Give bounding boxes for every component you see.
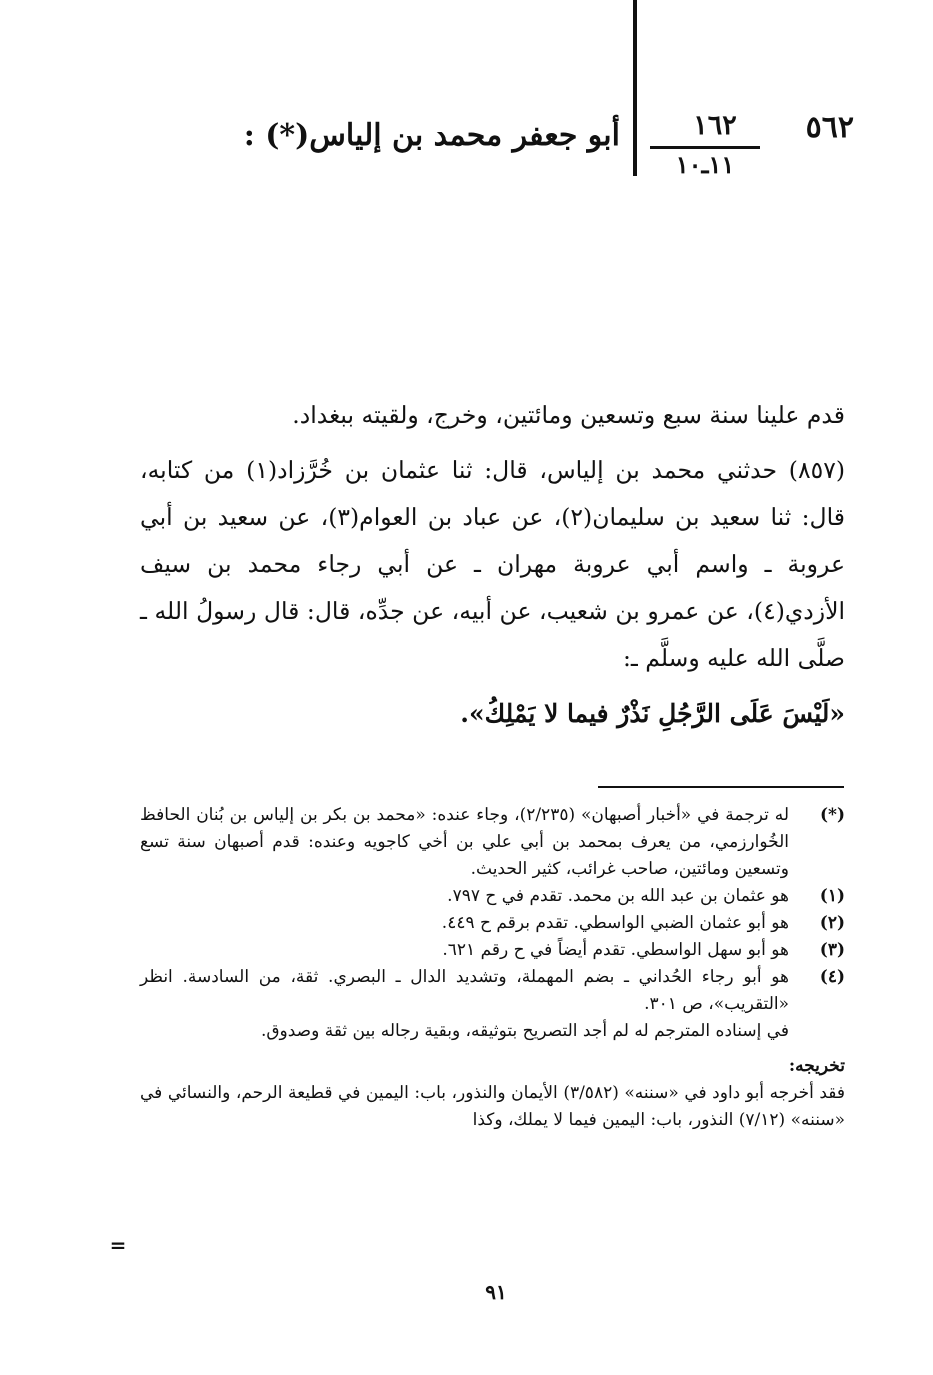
footnote-remark: في إسناده المترجم له لم أجد التصريح بتوثيقه، وبقية رجاله بين ثقة وصدوق. bbox=[260, 1021, 789, 1041]
footnote-text: له ترجمة في «أخبار أصبهان» (٢/٢٣٥)، وجاء عنده: «محمد بن بكر بن إلياس بن بُنان الحافظ الخُوارزمي، من يعرف بمحمد بن أبي علي بن أخي كاجويه وعنده: قدم أصبهان سنة تسع وتسعين ومائتين، صاحب غرائب، كثير الحديث. bbox=[140, 805, 789, 879]
footnote-separator bbox=[598, 786, 844, 788]
hadith-text: «لَيْسَ عَلَى الرَّجُلِ نَذْرٌ فيما لا يَمْلِكُ». bbox=[460, 699, 845, 728]
footnote-label: (*) bbox=[820, 805, 845, 825]
footnote-item bbox=[140, 964, 845, 1018]
footnote-item bbox=[140, 910, 845, 937]
footnote-text: هو أبو سهل الواسطي. تقدم أيضاً في ح رقم ٦٢١. bbox=[442, 940, 789, 960]
main-text bbox=[140, 392, 845, 737]
entry-number: ٥٦٢ bbox=[805, 110, 854, 145]
continuation-mark: = bbox=[109, 1233, 127, 1257]
footnote-text: هو أبو رجاء الحُداني ـ بضم المهملة، وتشديد الدال ـ البصري. ثقة، من السادسة. انظر «التقريب»، ص ٣٠١. bbox=[140, 967, 789, 1014]
reference-bottom: ١١ـ١٠ bbox=[675, 150, 735, 179]
footnote-label: (٣) bbox=[819, 940, 845, 960]
footnote-text: هو عثمان بن عبد الله بن محمد. تقدم في ح ٧٩٧. bbox=[447, 886, 789, 906]
intro-paragraph: قدم علينا سنة سبع وتسعين ومائتين، وخرج، ولقيته ببغداد. bbox=[292, 401, 845, 429]
footnotes bbox=[140, 802, 845, 1134]
page-number: ٩١ bbox=[485, 1280, 507, 1304]
footnote-label: (٢) bbox=[819, 913, 845, 933]
footnote-item bbox=[140, 802, 845, 883]
takhrij-heading: تخريجه: bbox=[788, 1056, 845, 1076]
footnote-item bbox=[140, 937, 845, 964]
footnote-label: (١) bbox=[819, 886, 845, 906]
reference-fraction-line bbox=[650, 146, 760, 149]
header-divider bbox=[633, 0, 637, 176]
entry-title: أبو جعفر محمد بن إلياس(*) : bbox=[243, 118, 620, 153]
footnote-label: (٤) bbox=[819, 967, 845, 987]
takhrij-text: فقد أخرجه أبو داود في «سننه» (٣/٥٨٢) الأيمان والنذور، باب: اليمين في قطيعة الرحم، والنسائي في «سننه» (٧/١٢) النذور، باب: اليمين فيما لا يملك، وكذا bbox=[140, 1083, 845, 1130]
footnote-text: هو أبو عثمان الضبي الواسطي. تقدم برقم ح ٤٤٩. bbox=[441, 913, 789, 933]
reference-top: ١٦٢ bbox=[693, 110, 737, 141]
narration-paragraph: (٨٥٧) حدثني محمد بن إلياس، قال: ثنا عثمان بن خُرَّزاد(١) من كتابه، قال: ثنا سعيد بن سليمان(٢)، عن عباد بن العوام(٣)، عن سعيد بن أبي عروبة ـ واسم أبي عروبة مهران ـ عن أبي رجاء محمد بن سيف الأزدي(٤)، عن عمرو بن شعيب، عن أبيه، عن جدِّه، قال: قال رسولُ الله ـ صلَّى الله عليه وسلَّم ـ: bbox=[140, 456, 846, 672]
footnote-item bbox=[140, 883, 845, 910]
